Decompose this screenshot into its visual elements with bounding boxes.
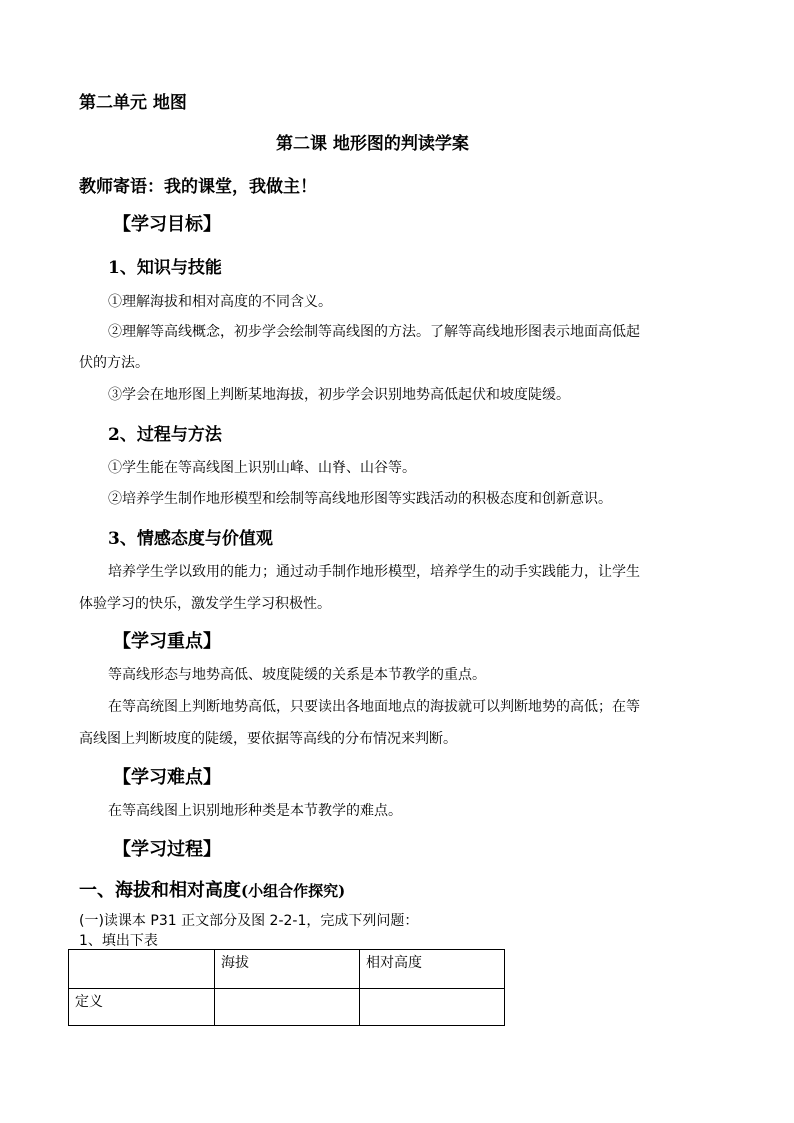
goal-text: ②理解等高线概念，初步学会绘制等高线图的方法。了解等高线地形图表示地面高低起: [108, 324, 640, 340]
table-cell: 定义: [69, 989, 215, 1026]
difficult-points-text: 在等高线图上识别地形种类是本节教学的难点。: [108, 803, 402, 819]
goal-text: ③学会在地形图上判断某地海拔，初步学会识别地势高低起伏和坡度陡缓。: [108, 387, 570, 403]
key-points-text: 等高线形态与地势高低、坡度陡缓的关系是本节教学的重点。: [108, 667, 486, 683]
key-points-heading: 【学习重点】: [113, 631, 221, 652]
section-title-main: 一、海拔和相对高度: [79, 880, 241, 901]
table-header-cell: [69, 950, 215, 989]
key-points-text: 高线图上判断坡度的陡缓，要依据等高线的分布情况来判断。: [79, 731, 457, 747]
goal-text: ①学生能在等高线图上识别山峰、山脊、山谷等。: [108, 460, 416, 476]
task-text: (一)读课本 P31 正文部分及图 2-2-1，完成下列问题：: [79, 913, 419, 929]
section-title: [79, 876, 345, 902]
section-title-note: (小组合作探究): [241, 882, 346, 900]
table-cell[interactable]: [360, 989, 505, 1026]
table-row: [69, 989, 505, 1026]
item-text: 1、填出下表: [79, 933, 158, 949]
goal-text: ①理解海拔和相对高度的不同含义。: [108, 294, 332, 310]
table-header-cell: 相对高度: [360, 950, 505, 989]
goals-heading: 【学习目标】: [113, 214, 221, 235]
difficult-points-heading: 【学习难点】: [113, 767, 221, 788]
section-heading-process: 2、过程与方法: [108, 425, 222, 445]
fill-table: [68, 949, 505, 1026]
goal-text: ②培养学生制作地形模型和绘制等高线地形图等实践活动的积极态度和创新意识。: [108, 491, 612, 507]
goal-text: 伏的方法。: [79, 355, 149, 371]
table-header-cell: 海拔: [215, 950, 360, 989]
process-heading: 【学习过程】: [113, 839, 221, 860]
table-row: [69, 950, 505, 989]
goal-text: 体验学习的快乐，激发学生学习积极性。: [79, 596, 331, 612]
unit-title: 第二单元 地图: [79, 93, 187, 113]
teacher-message: 教师寄语：我的课堂，我做主！: [79, 177, 317, 197]
section-heading-attitude: 3、情感态度与价值观: [108, 529, 273, 549]
lesson-title: 第二课 地形图的判读学案: [276, 134, 469, 154]
key-points-text: 在等高统图上判断地势高低，只要读出各地面地点的海拔就可以判断地势的高低；在等: [108, 699, 640, 715]
goal-text: 培养学生学以致用的能力；通过动手制作地形模型，培养学生的动手实践能力，让学生: [108, 564, 640, 580]
table-cell[interactable]: [215, 989, 360, 1026]
section-heading-knowledge: 1、知识与技能: [108, 258, 222, 278]
